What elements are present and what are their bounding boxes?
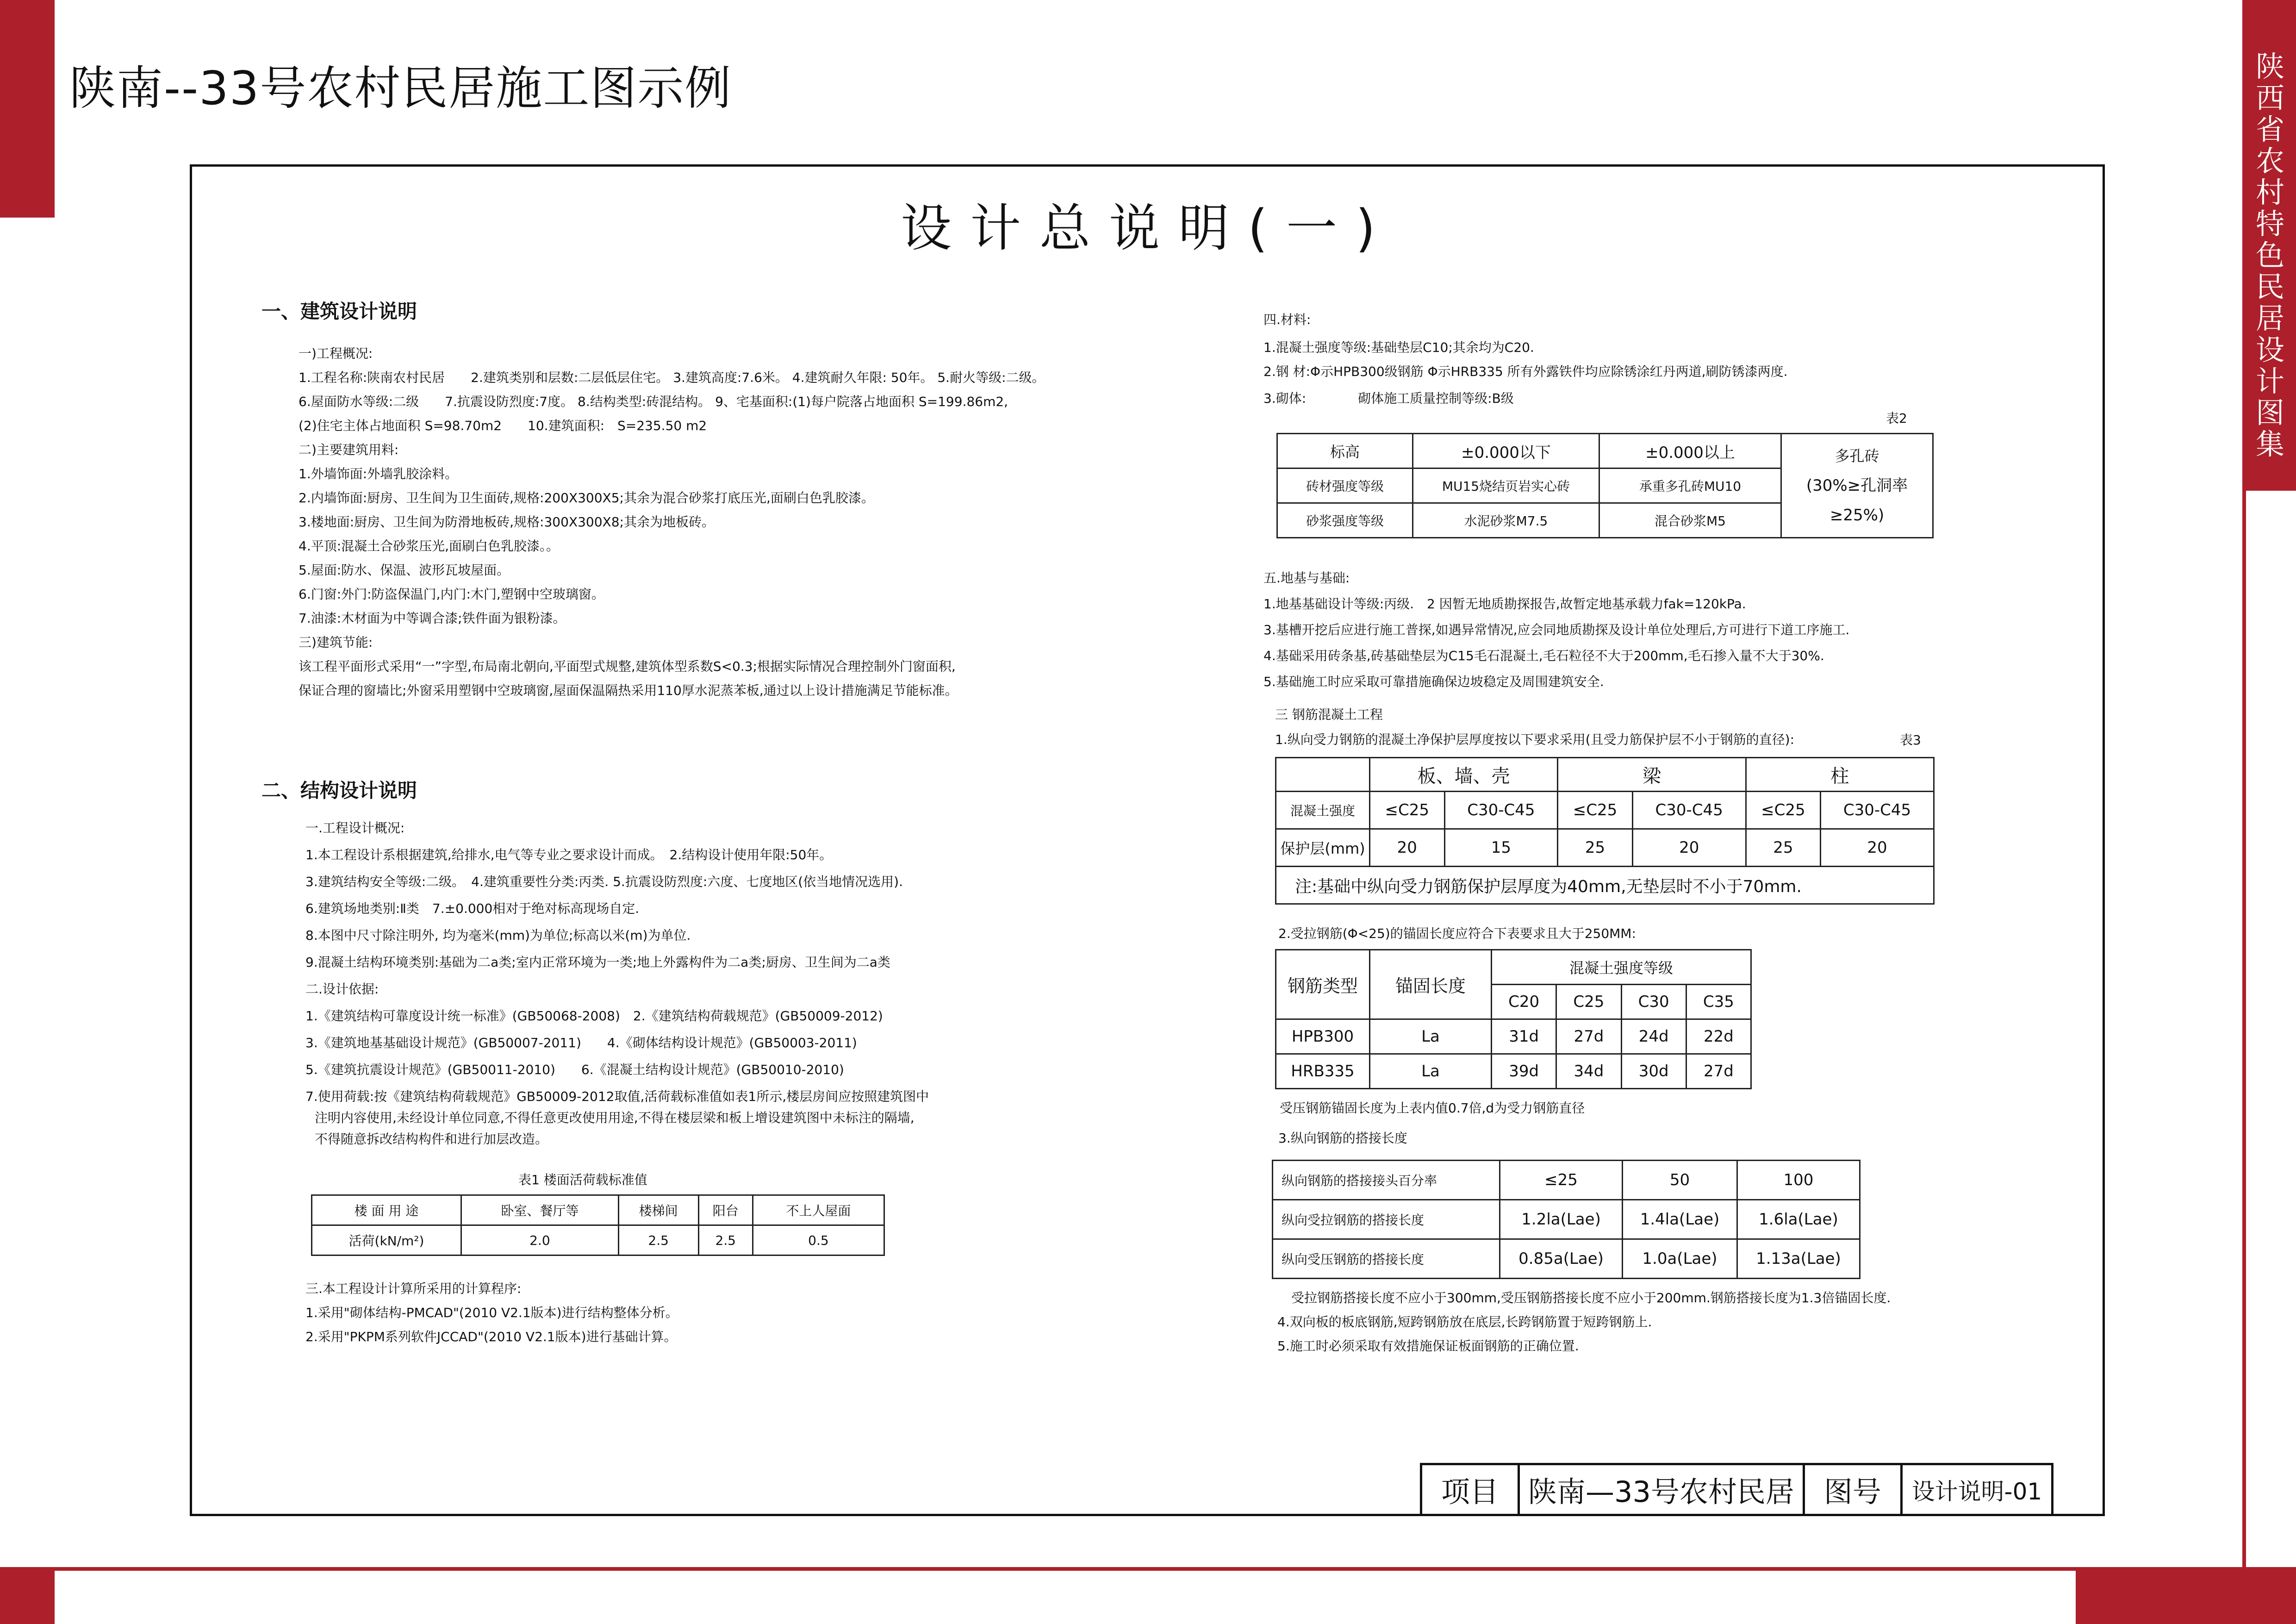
table-cell: C30-C45: [1444, 792, 1558, 829]
anchorage-table: [1275, 949, 1752, 1089]
table-header: 楼 面 用 途: [312, 1195, 461, 1225]
table-cell: 1.0a(Lae): [1623, 1239, 1737, 1279]
table-cell: 20: [1370, 829, 1445, 867]
table-cell: 50: [1623, 1161, 1737, 1200]
text-line: 1.《建筑结构可靠度设计统一标准》(GB50068-2008) 2.《建筑结构荷载规范》(GB50009-2012): [305, 1008, 883, 1024]
bottom-line: [0, 1567, 2296, 1571]
text-line: 8.本图中尺寸除注明外, 均为毫米(mm)为单位;标高以米(m)为单位.: [305, 928, 691, 943]
table-group-header: 柱: [1746, 758, 1934, 792]
table-row-label: 纵向受拉钢筋的搭接长度: [1273, 1200, 1500, 1239]
table-header: 卧室、餐厅等: [461, 1195, 619, 1225]
bottom-left-block: [0, 1571, 55, 1624]
table-cell: 20: [1821, 829, 1934, 867]
text-line: 3.基槽开挖后应进行施工普探,如遇异常情况,应会同地质勘探及设计单位处理后,方可进行下道工序施工.: [1263, 622, 1850, 637]
text-line: 二.设计依据:: [305, 981, 379, 997]
table-row-label: 纵向受压钢筋的搭接长度: [1273, 1239, 1500, 1279]
text-line: 1.地基基础设计等级:丙级. 2 因暂无地质勘探报告,故暂定地基承载力fak=120kPa.: [1263, 596, 1746, 612]
text-line: 5.施工时必须采取有效措施保证板面钢筋的正确位置.: [1277, 1338, 1579, 1354]
text-line: 1.外墙饰面:外墙乳胶涂料。: [299, 466, 458, 481]
table-row-label: 混凝土强度: [1276, 792, 1370, 829]
table-cell: (30%≥孔洞率≥25%): [1806, 476, 1908, 525]
text-line: 二)主要建筑用料:: [299, 442, 399, 457]
text-line: 5.基础施工时应采取可靠措施确保边坡稳定及周围建筑安全.: [1263, 674, 1604, 689]
table-cell: ≤C25: [1746, 792, 1821, 829]
table-cell: 27d: [1556, 1019, 1621, 1054]
text-line: 4.双向板的板底钢筋,短跨钢筋放在底层,长跨钢筋置于短跨钢筋上.: [1277, 1314, 1652, 1330]
text-line: 3.建筑结构安全等级:二级。 4.建筑重要性分类:丙类. 5.抗震设防烈度:六度、七度地区(依当地情况选用).: [305, 874, 903, 889]
text-line: 4.平顶:混凝土合砂浆压光,面刷白色乳胶漆。。: [299, 538, 560, 554]
table-cell: ≤C25: [1558, 792, 1633, 829]
text-line: 不得随意拆改结构构件和进行加层改造。: [315, 1131, 548, 1147]
table-cell: La: [1370, 1054, 1492, 1089]
drawing-no-label: 图号: [1804, 1464, 1901, 1515]
left-accent-bar: [0, 0, 55, 218]
table-header: 多孔砖: [1835, 447, 1879, 465]
text-line: 该工程平面形式采用“一”字型,布局南北朝向,平面型式规整,建筑体型系数S<0.3;根据实际情况合理控制外门窗面积,: [299, 659, 956, 674]
project-label: 项目: [1421, 1464, 1519, 1515]
table-cell: 34d: [1556, 1054, 1621, 1089]
table-cell: 混合砂浆M5: [1599, 503, 1781, 538]
bottom-right-block: [2076, 1571, 2296, 1624]
table1-caption: 表1 楼面活荷载标准值: [518, 1172, 647, 1187]
table-header: 阳台: [698, 1195, 753, 1225]
table-row-label: HPB300: [1276, 1019, 1370, 1054]
masonry-table: [1276, 433, 1934, 538]
text-line: 7.油漆:木材面为中等调合漆;铁件面为银粉漆。: [299, 611, 566, 626]
table-cell: 25: [1558, 829, 1633, 867]
table-row-label: HRB335: [1276, 1054, 1370, 1089]
program-text-block: [305, 1280, 678, 1346]
text-line: 4.基础采用砖条基,砖基础垫层为C15毛石混凝土,毛石粒径不大于200mm,毛石掺入量不大于30%.: [1263, 648, 1824, 663]
table-cell: 39d: [1492, 1054, 1556, 1089]
text-line: 三)建筑节能:: [299, 635, 373, 650]
section-arch-title: 一、建筑设计说明: [261, 300, 417, 323]
table2-tag: 表2: [1886, 411, 1907, 426]
text-line: 一.工程设计概况:: [305, 820, 405, 836]
table-cell: 30d: [1621, 1054, 1686, 1089]
table-cell: 2.5: [698, 1225, 753, 1255]
materials-text-block: [1263, 311, 1788, 407]
table-header: ±0.000以下: [1413, 434, 1599, 468]
text-line: 一)工程概况:: [299, 346, 373, 361]
table-header: ±0.000以上: [1599, 434, 1781, 468]
table-cell: 20: [1632, 829, 1746, 867]
side-title: 陕西省农村特色民居设计图集: [2255, 50, 2284, 461]
cover-table: [1275, 757, 1935, 905]
foundation-text-block: [1263, 569, 1849, 691]
table-cell: C25: [1556, 985, 1621, 1019]
table-cell: MU15烧结页岩实心砖: [1413, 468, 1599, 503]
text-line: 注明内容使用,未经设计单位同意,不得任意更改使用用途,不得在楼层梁和板上增设建筑图中未标注的隔墙,: [315, 1110, 915, 1125]
table-cell: 0.85a(Lae): [1500, 1239, 1623, 1279]
text-line: 6.屋面防水等级:二级 7.抗震设防烈度:7度。 8.结构类型:砖混结构。 9、宅基面积:(1)每户院落占地面积 S=199.86m2,: [299, 394, 1008, 409]
rc-text-block: [1275, 706, 1794, 749]
table-header: 不上人屋面: [753, 1195, 884, 1225]
table-cell: 2.5: [618, 1225, 698, 1255]
table-cell: 100: [1737, 1161, 1860, 1200]
table-cell: 22d: [1686, 1019, 1751, 1054]
table-header: 标高: [1277, 434, 1413, 468]
table3-tag: 表3: [1900, 732, 1921, 748]
text-line: 受拉钢筋搭接长度不应小于300mm,受压钢筋搭接长度不应小于200mm.钢筋搭接长度为1.3倍锚固长度.: [1291, 1290, 1891, 1305]
table-cell: 25: [1746, 829, 1821, 867]
struct-text-block: [305, 819, 929, 1148]
text-line: 保证合理的窗墙比;外窗采用塑钢中空玻璃窗,屋面保温隔热采用110厚水泥蒸苯板,通过以上设计措施满足节能标准。: [299, 683, 958, 698]
anchor-note: 受压钢筋锚固长度为上表内值0.7倍,d为受力钢筋直径: [1280, 1100, 1585, 1116]
table-cell: C35: [1686, 985, 1751, 1019]
page-title: 陕南--33号农村民居施工图示例: [69, 61, 732, 115]
text-line: 3.砌体: 砌体施工质量控制等级:B级: [1263, 391, 1514, 406]
text-line: 2.内墙饰面:厨房、卫生间为卫生面砖,规格:200X300X5;其余为混合砂浆打底压光,面刷白色乳胶漆。: [299, 490, 874, 506]
anchor-line: 2.受拉钢筋(Φ<25)的锚固长度应符合下表要求且大于250MM:: [1278, 926, 1636, 941]
end-text-block: [1277, 1289, 1891, 1355]
table-header: 钢筋类型: [1276, 950, 1370, 1019]
lap-length-table: [1272, 1160, 1860, 1279]
text-line: (2)住宅主体占地面积 S=98.70m2 10.建筑面积: S=235.50 m2: [299, 418, 707, 433]
table-group-header: 梁: [1558, 758, 1746, 792]
text-line: 5.《建筑抗震设计规范》(GB50011-2010) 6.《混凝土结构设计规范》(GB50010-2010): [305, 1062, 844, 1077]
right-edge-line: [2242, 0, 2246, 1624]
table-cell: 31d: [1492, 1019, 1556, 1054]
sheet-title: 设计总说明(一): [901, 199, 1394, 258]
table-cell: 1.2la(Lae): [1500, 1200, 1623, 1239]
table-cell: 水泥砂浆M7.5: [1413, 503, 1599, 538]
text-line: 2.采用"PKPM系列软件JCCAD"(2010 V2.1版本)进行基础计算。: [305, 1329, 677, 1344]
table-cell: C30-C45: [1632, 792, 1746, 829]
drawing-no-value: 设计说明-01: [1901, 1464, 2052, 1515]
table-cell: 1.13a(Lae): [1737, 1239, 1860, 1279]
table-cell: C30: [1621, 985, 1686, 1019]
table-cell: 0.5: [753, 1225, 884, 1255]
table-row-label: 纵向钢筋的搭接接头百分率: [1273, 1161, 1500, 1200]
project-value: 陕南—33号农村民居: [1519, 1464, 1804, 1515]
table-cell: ≤25: [1500, 1161, 1623, 1200]
text-line: 3.《建筑地基基础设计规范》(GB50007-2011) 4.《砌体结构设计规范》(GB50003-2011): [305, 1035, 857, 1050]
section-struct-title: 二、结构设计说明: [261, 779, 417, 802]
table-row-label: 砖材强度等级: [1277, 468, 1413, 503]
table-cell: 24d: [1621, 1019, 1686, 1054]
text-line: 四.材料:: [1263, 312, 1311, 327]
arch-text-block: [299, 345, 1045, 700]
text-line: 3.楼地面:厨房、卫生间为防滑地板砖,规格:300X300X8;其余为地板砖。: [299, 514, 715, 530]
text-line: 2.钢 材:Φ示HPB300级钢筋 Φ示HRB335 所有外露铁件均应除锈涂红丹两道,刷防锈漆两度.: [1263, 364, 1788, 379]
table-cell: 1.4la(Lae): [1623, 1200, 1737, 1239]
text-line: 三 钢筋混凝土工程: [1275, 707, 1383, 722]
table-group-header: 板、墙、壳: [1370, 758, 1558, 792]
table-cell: C20: [1492, 985, 1556, 1019]
text-line: 1.工程名称:陕南农村民居 2.建筑类别和层数:二层低层住宅。 3.建筑高度:7.6米。 4.建筑耐久年限: 50年。 5.耐火等级:二级。: [299, 370, 1045, 385]
title-block: [1420, 1463, 2053, 1516]
table-header: 混凝土强度等级: [1492, 950, 1751, 985]
table-header: 楼梯间: [618, 1195, 698, 1225]
porous-brick-cell: [1781, 434, 1933, 538]
table-header: 锚固长度: [1370, 950, 1492, 1019]
text-line: 1.混凝土强度等级:基础垫层C10;其余均为C20.: [1263, 340, 1534, 355]
text-line: 6.建筑场地类别:Ⅱ类 7.±0.000相对于绝对标高现场自定.: [305, 901, 640, 916]
live-load-table: [311, 1194, 885, 1256]
table-cell: 15: [1444, 829, 1558, 867]
table-row-label: 活荷(kN/m²): [312, 1225, 461, 1255]
text-line: 1.纵向受力钢筋的混凝土净保护层厚度按以下要求采用(且受力筋保护层不小于钢筋的直径):: [1275, 732, 1795, 747]
text-line: 7.使用荷载:按《建筑结构荷载规范》GB50009-2012取值,活荷载标准值如表1所示,楼层房间应按照建筑图中: [305, 1089, 929, 1104]
table-cell: 1.6la(Lae): [1737, 1200, 1860, 1239]
table-row-label: 砂浆强度等级: [1277, 503, 1413, 538]
table-cell: C30-C45: [1821, 792, 1934, 829]
text-line: 五.地基与基础:: [1263, 570, 1350, 586]
table-cell: 2.0: [461, 1225, 619, 1255]
table-row-label: 保护层(mm): [1276, 829, 1370, 867]
lap-title: 3.纵向钢筋的搭接长度: [1278, 1131, 1407, 1146]
text-line: 1.采用"砌体结构-PMCAD"(2010 V2.1版本)进行结构整体分析。: [305, 1305, 678, 1320]
table-cell: La: [1370, 1019, 1492, 1054]
table-cell: ≤C25: [1370, 792, 1445, 829]
table-cell: 27d: [1686, 1054, 1751, 1089]
text-line: 9.混凝土结构环境类别:基础为二a类;室内正常环境为一类;地上外露构件为二a类;厨房、卫生间为二a类: [305, 955, 890, 970]
text-line: 6.门窗:外门:防盗保温门,内门:木门,塑钢中空玻璃窗。: [299, 587, 604, 602]
table-corner: [1276, 758, 1370, 792]
text-line: 1.本工程设计系根据建筑,给排水,电气等专业之要求设计而成。 2.结构设计使用年限:50年。: [305, 847, 833, 862]
table-note: 注:基础中纵向受力钢筋保护层厚度为40mm,无垫层时不小于70mm.: [1276, 867, 1934, 904]
table-cell: 承重多孔砖MU10: [1599, 468, 1781, 503]
text-line: 三.本工程设计计算所采用的计算程序:: [305, 1281, 522, 1296]
text-line: 5.屋面:防水、保温、波形瓦坡屋面。: [299, 562, 510, 578]
